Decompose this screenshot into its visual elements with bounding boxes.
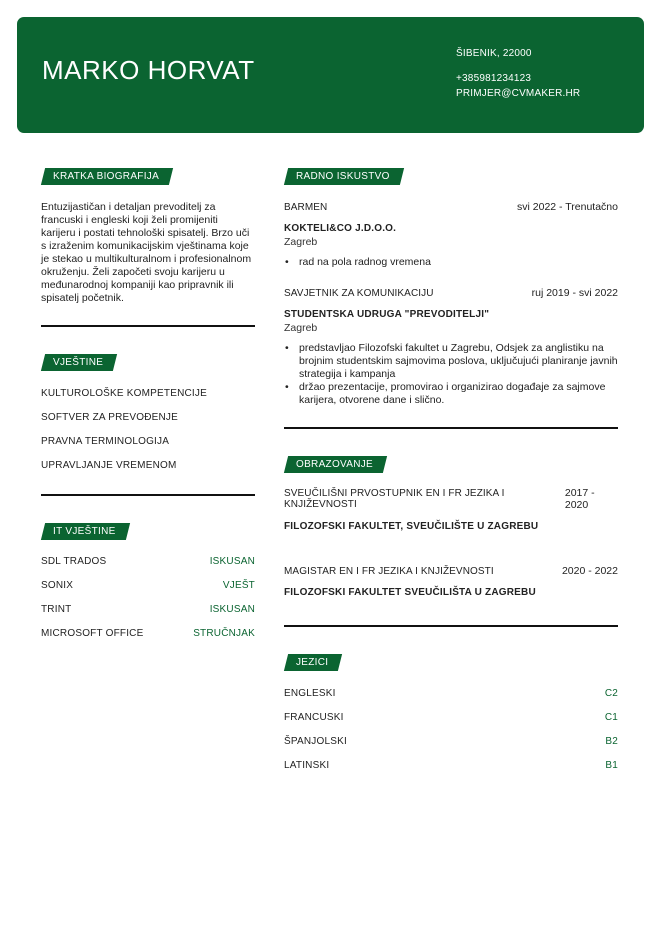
- section-divider: [41, 325, 255, 327]
- section-tag-bio: KRATKA BIOGRAFIJA: [41, 168, 173, 185]
- language-level: C2: [604, 688, 618, 699]
- section-divider: [41, 494, 255, 496]
- education-entry: [284, 565, 618, 598]
- job-bullet: • predstavljao Filozofski fakultet u Zagrebu, Odsjek za anglistiku na brojnim studentskim sajmovima poslova, uključujući planiranje javnih strategija i kampanja: [299, 342, 618, 381]
- education-entry: [284, 487, 618, 532]
- language-level: B2: [605, 736, 618, 747]
- job-bullets: [284, 342, 618, 407]
- section-divider: [284, 427, 618, 429]
- job-entry: [284, 287, 618, 407]
- job-title: SAVJETNIK ZA KOMUNIKACIJU: [284, 288, 434, 299]
- it-skills-list: [41, 556, 255, 652]
- school-name: FILOZOFSKI FAKULTET SVEUČILIŠTA U ZAGREBU: [284, 587, 536, 598]
- language-row: [284, 712, 618, 736]
- education-header: [284, 487, 618, 511]
- section-tag-education: OBRAZOVANJE: [284, 456, 387, 473]
- job-bullets: [284, 256, 618, 269]
- language-level: B1: [605, 760, 618, 771]
- section-divider: [284, 625, 618, 627]
- language-name: ENGLESKI: [284, 688, 336, 699]
- school-name: FILOZOFSKI FAKULTET, SVEUČILIŠTE U ZAGREBU: [284, 521, 539, 532]
- left-column: [41, 166, 255, 652]
- company-city: Zagreb: [284, 236, 318, 248]
- skill-item: KULTUROLOŠKE KOMPETENCIJE: [41, 388, 207, 399]
- it-skill-row: [41, 556, 255, 580]
- skill-item: UPRAVLJANJE VREMENOM: [41, 460, 177, 471]
- skills-list: [41, 388, 255, 484]
- it-skill-level: ISKUSAN: [209, 604, 255, 615]
- bio-text: Entuzijastičan i detaljan prevoditelj za francuski i engleski koji želi promijeniti karijeru i postati tehnološki spisatelj. Brzo uči s izraženim komunikacijskim vještinama koje je stekao u multikulturalnom i profesionalnom okruženju. Želi započeti svoju karijeru u međunarodnoj kompaniji kao pripravnik ili spisatelj početnik.: [41, 201, 252, 304]
- it-skill-level: VJEŠT: [222, 580, 255, 591]
- it-skill-row: [41, 604, 255, 628]
- it-skill-name: SDL TRADOS: [41, 556, 107, 567]
- language-name: ŠPANJOLSKI: [284, 736, 347, 747]
- location: ŠIBENIK, 22000: [456, 48, 532, 59]
- job-header: [284, 287, 618, 299]
- language-name: LATINSKI: [284, 760, 330, 771]
- language-name: FRANCUSKI: [284, 712, 344, 723]
- education-date: 2017 - 2020: [564, 487, 595, 511]
- skill-item: PRAVNA TERMINOLOGIJA: [41, 436, 170, 447]
- job-bullet: • držao prezentacije, promovirao i organizirao događaje za sajmove karijera, otvorene dane i slično.: [299, 381, 618, 407]
- right-column: [284, 166, 618, 784]
- it-skill-row: [41, 580, 255, 604]
- section-tag-languages: JEZICI: [284, 654, 343, 671]
- job-date: svi 2022 - Trenutačno: [517, 201, 618, 213]
- it-skill-name: TRINT: [41, 604, 72, 615]
- it-skill-level: ISKUSAN: [209, 556, 255, 567]
- language-level: C1: [604, 712, 618, 723]
- education-header: [284, 565, 618, 577]
- full-name: MARKO HORVAT: [42, 55, 255, 85]
- company-name: KOKTELI&CO J.D.O.O.: [284, 223, 397, 234]
- skill-item: SOFTVER ZA PREVOĐENJE: [41, 412, 179, 423]
- job-title: BARMEN: [284, 202, 328, 213]
- resume-header: [17, 17, 644, 133]
- language-row: [284, 688, 618, 712]
- job-date: ruj 2019 - svi 2022: [531, 287, 618, 299]
- section-tag-experience: RADNO ISKUSTVO: [284, 168, 404, 185]
- company-city: Zagreb: [284, 322, 318, 334]
- job-bullet: • rad na pola radnog vremena: [299, 256, 618, 269]
- it-skill-level: STRUČNJAK: [193, 628, 255, 639]
- it-skill-name: MICROSOFT OFFICE: [41, 628, 144, 639]
- section-tag-it-skills: IT VJEŠTINE: [41, 523, 130, 540]
- language-row: [284, 736, 618, 760]
- company-name: STUDENTSKA UDRUGA "PREVODITELJI": [284, 309, 490, 320]
- degree: MAGISTAR EN I FR JEZIKA I KNJIŽEVNOSTI: [284, 566, 494, 577]
- it-skill-name: SONIX: [41, 580, 74, 591]
- job-entry: [284, 201, 618, 269]
- job-header: [284, 201, 618, 213]
- section-tag-skills: VJEŠTINE: [41, 354, 117, 371]
- education-date: 2020 - 2022: [561, 565, 618, 577]
- language-row: [284, 760, 618, 784]
- degree: SVEUČILIŠNI PRVOSTUPNIK EN I FR JEZIKA I KNJIŽEVNOSTI: [284, 488, 505, 510]
- it-skill-row: [41, 628, 255, 652]
- phone: +385981234123: [456, 73, 532, 84]
- languages-list: [284, 688, 618, 784]
- email: PRIMJER@CVMAKER.HR: [456, 88, 581, 99]
